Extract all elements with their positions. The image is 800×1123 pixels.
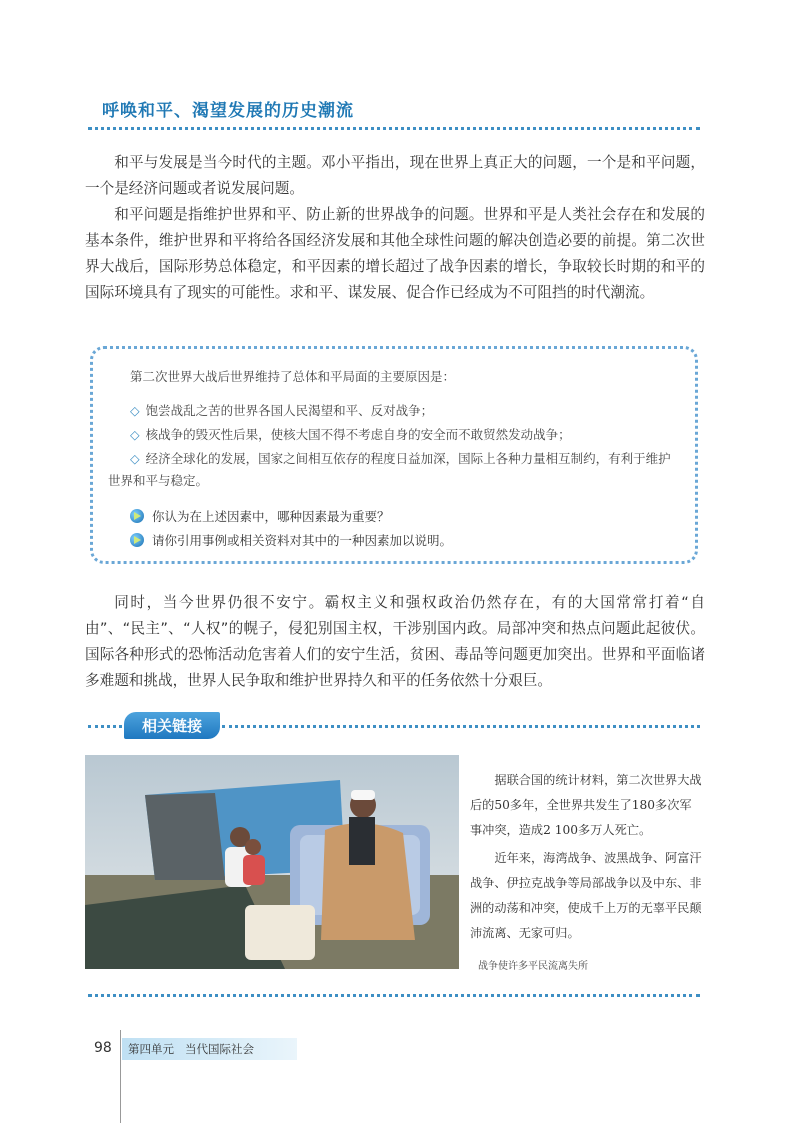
paragraph-1: 和平与发展是当今时代的主题。邓小平指出，现在世界上真正大的问题，一个是和平问题，一个是经济问题或者说发展问题。 (85, 154, 705, 197)
question-1: 你认为在上述因素中，哪种因素最为重要？ (130, 507, 390, 525)
footer-divider (120, 1030, 121, 1123)
diamond-icon: ◇ (130, 427, 140, 442)
paragraph-3: 同时，当今世界仍很不安宁。霸权主义和强权政治仍然存在，有的大国常常打着“自由”、“民主”、“人权”的幌子，侵犯别国主权，干涉别国内政。局部冲突和热点问题此起彼伏。国际各种形式的恐怖活动危害着人们的安宁生活，贫困、毒品等问题更加突出。世界和平面临诸多难题和挑战，世界人民争取和维护世界持久和平的任务依然十分艰巨。 (85, 594, 705, 689)
refugee-photo-illustration (85, 755, 459, 969)
refugee-photo (85, 755, 459, 969)
question-bullet-icon (130, 509, 144, 523)
box-bullet-1: ◇ 饱尝战乱之苦的世界各国人民渴望和平、反对战争； (130, 403, 434, 418)
related-paragraph-2: 近年来，海湾战争、波黑战争、阿富汗战争、伊拉克战争等局部战争以及中东、非洲的动荡和冲突，使成千上万的无辜平民颠沛流离、无家可归。 (470, 851, 702, 940)
related-links-tag: 相关链接 (124, 712, 220, 739)
photo-caption: 战争使许多平民流离失所 (478, 961, 588, 972)
section-title: 呼唤和平、渴望发展的历史潮流 (102, 101, 354, 121)
page-number: 98 (94, 1040, 112, 1056)
bottom-dotted-rule (88, 994, 700, 997)
diamond-icon: ◇ (130, 451, 140, 466)
paragraph-2: 和平问题是指维护世界和平、防止新的世界战争的问题。世界和平是人类社会存在和发展的基本条件，维护世界和平将给各国经济发展和其他全球性问题的解决创造必要的前提。第二次世界大战后，国际形势总体稳定，和平因素的增长超过了战争因素的增长，争取较长时期的和平的国际环境具有了现实的可能性。求和平、谋发展、促合作已经成为不可阻挡的时代潮流。 (85, 206, 705, 301)
box-bullet-3: ◇ 经济全球化的发展，国家之间相互依存的程度日益加深，国际上各种力量相互制约，有利于维护世界和平与稳定。 (108, 451, 671, 488)
related-paragraph-1: 据联合国的统计材料，第二次世界大战后的50多年，全世界共发生了180多次军事冲突，造成2 100多万人死亡。 (470, 773, 702, 837)
footer-unit-band (122, 1038, 297, 1060)
box-bullet-2: ◇ 核战争的毁灭性后果，使核大国不得不考虑自身的安全而不敢贸然发动战争； (130, 427, 571, 442)
box-intro: 第二次世界大战后世界维持了总体和平局面的主要原因是： (130, 369, 456, 384)
question-2: 请你引用事例或相关资料对其中的一种因素加以说明。 (130, 531, 452, 549)
diamond-icon: ◇ (130, 403, 140, 418)
related-dotted-rule-right (222, 725, 700, 728)
top-dotted-rule (88, 127, 700, 130)
footer-unit-title: 当代国际社会 (184, 1042, 254, 1056)
footer-unit: 第四单元 (128, 1042, 174, 1056)
question-bullet-icon (130, 533, 144, 547)
related-dotted-rule-left (88, 725, 122, 728)
